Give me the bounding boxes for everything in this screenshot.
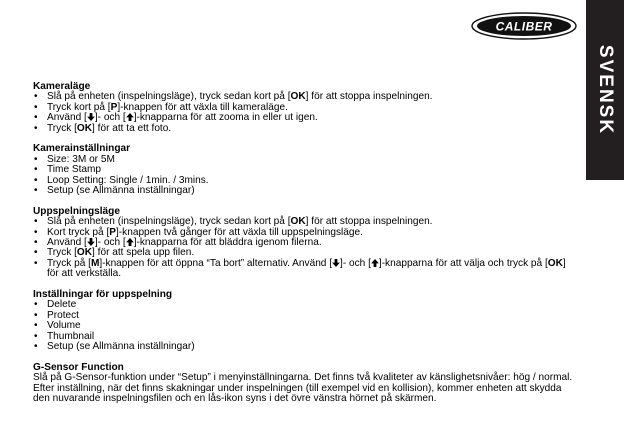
manual-content [33,82,578,415]
item-text: ]-knappen för att växla till kameraläge. [117,101,288,113]
section-kameralage [33,82,578,134]
item-text: ]-knappen två gånger för att växla till uppspelningsläge. [116,226,363,238]
bullet-list [33,92,578,134]
item-text: ]- och [ [94,237,126,249]
item-text: Använd [ [47,237,87,249]
key-label: OK [76,122,93,134]
section-uppspelningslage [33,207,578,280]
item-text: Setup (se Allmänna inställningar) [47,341,195,353]
section-installningar-for-uppspelning [33,290,578,352]
section-heading: Inställningar för uppspelning [33,289,173,301]
item-text: Protect [47,309,79,321]
section-heading: Uppspelningsläge [33,205,120,217]
down-arrow-icon [87,238,95,246]
key-label: P [110,101,118,113]
list-item [33,259,578,280]
section-heading: Kameraläge [33,81,91,92]
item-text: ] för att verkställa. [47,257,566,280]
list-item [33,311,578,321]
key-label: OK [290,216,306,228]
item-text: Tryck kort på [ [47,101,111,113]
item-text: ]-knapparna för att välja och tryck på [ [378,257,548,269]
up-arrow-icon [371,259,379,267]
caliber-logo [471,12,577,40]
up-arrow-icon [126,238,134,246]
language-tab-label: SVENSK [595,44,616,136]
key-label: OK [76,247,93,259]
bullet-list [33,155,578,197]
item-text: Delete [47,299,77,311]
item-text: Tryck [ [47,247,77,259]
key-label: M [90,257,100,269]
up-arrow-icon [126,113,134,121]
item-text: ]-knapparna för att zooma in eller ut igen. [133,112,318,124]
list-item [33,186,578,196]
item-text: ] för att spela upp filen. [92,247,195,259]
item-text: Volume [47,320,81,332]
key-label: OK [547,257,563,269]
item-text: Kort tryck på [ [47,226,110,238]
item-text: Slå på enheten (inspelningsläge), tryck sedan kort på [ [47,216,291,228]
item-text: Tryck [ [47,122,77,134]
item-text: Size: 3M or 5M [47,153,115,165]
item-text: ]-knapparna för att bläddra igenom filerna. [133,237,322,249]
key-label: OK [290,91,306,103]
down-arrow-icon [87,113,95,121]
list-item [33,321,578,331]
language-tab [586,0,624,180]
logo-text: CALIBER [495,19,553,34]
section-heading: Kamerainställningar [33,143,131,155]
item-text: Thumbnail [47,330,95,342]
list-item [33,342,578,352]
section-paragraph: Slå på G-Sensor-funktion under “Setup” i menyinställningarna. Det finns två kvaliteter av känslighetsnivåer: hög / normal. Efter inställning, när det finns skakningar under inspelningen (till exempel vid en kollision), kommer enheten att skydda den nuvarande inspelningsfilen och en lås-ikon syns i det övre vänstra hörnet på skärmen. [33,372,573,405]
item-text: Loop Setting: Single / 1min. / 3mins. [47,174,209,186]
key-label: P [109,226,116,238]
item-text: ]-knappen för att öppna “Ta bort” alternativ. Använd [ [99,257,333,269]
section-heading: G-Sensor Function [33,361,124,373]
item-text: ] för att ta ett foto. [92,122,172,134]
item-text: Time Stamp [47,164,102,176]
section-g-sensor-function [33,363,578,405]
list-item [33,124,578,134]
item-text: ]- och [ [94,112,126,124]
item-text: ] för att stoppa inspelningen. [305,91,433,103]
item-text: Tryck på [ [47,257,91,269]
item-text: ]- och [ [340,257,371,269]
item-text: Setup (se Allmänna inställningar) [47,185,195,197]
list-item [33,155,578,165]
bullet-list [33,217,578,279]
item-text: ] för att stoppa inspelningen. [305,216,433,228]
down-arrow-icon [332,259,340,267]
item-text: Använd [ [47,112,87,124]
section-kamerainstallningar [33,144,578,196]
list-item [33,300,578,310]
bullet-list [33,300,578,352]
item-text: Slå på enheten (inspelningsläge), tryck sedan kort på [ [47,91,291,103]
